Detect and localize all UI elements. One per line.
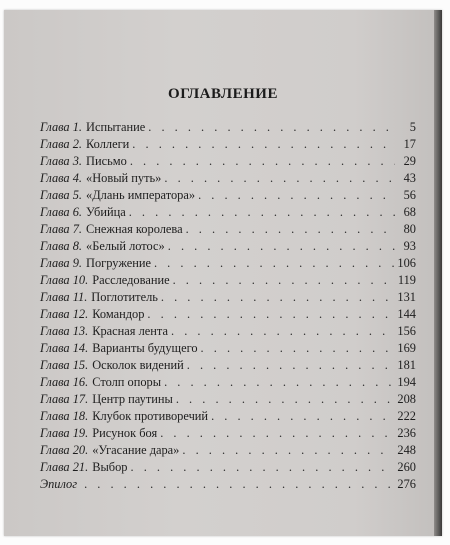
toc-entry-title: Выбор bbox=[92, 460, 128, 474]
toc-entry-title: «Угасание дара» bbox=[92, 443, 180, 457]
toc-entry bbox=[40, 221, 416, 238]
toc-entry-title: «Длань императора» bbox=[86, 188, 196, 202]
toc-entry-label: Глава 3. bbox=[40, 154, 83, 168]
toc-entry-label: Глава 12. bbox=[40, 307, 89, 321]
toc-entry-label: Глава 17. bbox=[40, 392, 89, 406]
dot-leader bbox=[154, 255, 394, 272]
toc-entry bbox=[40, 340, 416, 357]
dot-leader bbox=[84, 476, 394, 493]
toc-entry-label: Глава 20. bbox=[40, 443, 89, 457]
toc-entry bbox=[40, 425, 416, 442]
toc-entry-page-number: 43 bbox=[403, 171, 416, 185]
dot-leader bbox=[164, 374, 394, 391]
toc-entry-title: Расследование bbox=[92, 273, 170, 287]
dot-leader bbox=[132, 136, 395, 153]
toc-entry bbox=[40, 153, 416, 170]
toc-entry-label: Глава 6. bbox=[40, 205, 83, 219]
toc-entry bbox=[40, 119, 416, 136]
toc-entry-title: Погружение bbox=[86, 256, 151, 270]
toc-entry-title: Испытание bbox=[86, 120, 146, 134]
toc-entry bbox=[40, 323, 416, 340]
dot-leader bbox=[130, 153, 395, 170]
toc-entry-label: Глава 10. bbox=[40, 273, 89, 287]
toc-entry-label: Глава 18. bbox=[40, 409, 89, 423]
toc-entry-page-number: 144 bbox=[397, 307, 416, 321]
dot-leader bbox=[211, 408, 394, 425]
toc-entry-page-number: 236 bbox=[397, 426, 416, 440]
table-of-contents bbox=[40, 119, 416, 493]
toc-entry-title: Рисунок боя bbox=[92, 426, 158, 440]
dot-leader bbox=[147, 306, 394, 323]
toc-entry bbox=[40, 476, 416, 493]
toc-entry-label: Глава 1. bbox=[40, 120, 83, 134]
toc-entry-page-number: 169 bbox=[397, 341, 416, 355]
dot-leader bbox=[131, 459, 395, 476]
toc-entry-title: Центр паутины bbox=[92, 392, 173, 406]
toc-entry-title: Письмо bbox=[86, 154, 127, 168]
toc-entry-label: Глава 5. bbox=[40, 188, 83, 202]
toc-entry bbox=[40, 170, 416, 187]
toc-entry-label: Глава 4. bbox=[40, 171, 83, 185]
dot-leader bbox=[173, 272, 395, 289]
toc-entry-title: «Новый путь» bbox=[86, 171, 162, 185]
toc-entry bbox=[40, 272, 416, 289]
dot-leader bbox=[161, 289, 395, 306]
dot-leader bbox=[187, 357, 395, 374]
toc-entry-title: «Белый лотос» bbox=[86, 239, 165, 253]
toc-entry-page-number: 93 bbox=[403, 239, 416, 253]
dot-leader bbox=[176, 391, 395, 408]
toc-entry-label: Глава 15. bbox=[40, 358, 89, 372]
dot-leader bbox=[201, 340, 395, 357]
toc-entry-page-number: 56 bbox=[403, 188, 416, 202]
toc-entry-page-number: 276 bbox=[397, 477, 416, 491]
toc-entry-page-number: 131 bbox=[397, 290, 416, 304]
dot-leader bbox=[148, 119, 395, 136]
toc-entry-title: Столп опоры bbox=[92, 375, 162, 389]
dot-leader bbox=[164, 170, 395, 187]
toc-entry bbox=[40, 459, 416, 476]
toc-entry-title: Поглотитель bbox=[91, 290, 158, 304]
toc-entry-page-number: 208 bbox=[397, 392, 416, 406]
toc-entry bbox=[40, 357, 416, 374]
toc-entry-page-number: 5 bbox=[409, 120, 416, 134]
toc-entry-title: Командор bbox=[92, 307, 145, 321]
dot-leader bbox=[160, 425, 394, 442]
toc-entry-page-number: 119 bbox=[397, 273, 416, 287]
toc-entry-page-number: 181 bbox=[397, 358, 416, 372]
toc-entry-label: Глава 13. bbox=[40, 324, 89, 338]
toc-entry bbox=[40, 442, 416, 459]
toc-entry-title: Убийца bbox=[86, 205, 126, 219]
toc-entry bbox=[40, 374, 416, 391]
toc-entry bbox=[40, 306, 416, 323]
toc-entry-title: Снежная королева bbox=[86, 222, 183, 236]
toc-entry bbox=[40, 136, 416, 153]
toc-entry-title: Клубок противоречий bbox=[92, 409, 209, 423]
toc-entry-page-number: 260 bbox=[397, 460, 416, 474]
toc-entry-label: Глава 9. bbox=[40, 256, 83, 270]
dot-leader bbox=[129, 204, 395, 221]
toc-entry bbox=[40, 204, 416, 221]
dot-leader bbox=[182, 442, 394, 459]
toc-entry-label: Глава 7. bbox=[40, 222, 83, 236]
toc-entry-label: Глава 11. bbox=[40, 290, 88, 304]
toc-entry-label: Эпилог bbox=[40, 477, 78, 491]
toc-entry bbox=[40, 238, 416, 255]
toc-entry-page-number: 106 bbox=[397, 256, 416, 270]
toc-entry-title: Коллеги bbox=[86, 137, 130, 151]
toc-entry-label: Глава 21. bbox=[40, 460, 89, 474]
toc-entry-title: Красная лента bbox=[92, 324, 168, 338]
page-spine-shadow bbox=[434, 10, 442, 536]
toc-entry-page-number: 68 bbox=[403, 205, 416, 219]
toc-entry-page-number: 222 bbox=[397, 409, 416, 423]
toc-entry-title: Осколок видений bbox=[92, 358, 184, 372]
toc-entry-label: Глава 19. bbox=[40, 426, 89, 440]
dot-leader bbox=[168, 238, 395, 255]
toc-entry-title: Варианты будущего bbox=[92, 341, 198, 355]
toc-entry-label: Глава 8. bbox=[40, 239, 83, 253]
book-page bbox=[4, 10, 442, 536]
toc-entry-page-number: 17 bbox=[403, 137, 416, 151]
toc-entry-page-number: 29 bbox=[403, 154, 416, 168]
dot-leader bbox=[171, 323, 394, 340]
toc-entry bbox=[40, 187, 416, 204]
toc-entry-label: Глава 16. bbox=[40, 375, 89, 389]
toc-entry-label: Глава 14. bbox=[40, 341, 89, 355]
toc-entry-label: Глава 2. bbox=[40, 137, 83, 151]
toc-entry bbox=[40, 408, 416, 425]
toc-entry bbox=[40, 289, 416, 306]
toc-entry-page-number: 80 bbox=[403, 222, 416, 236]
page-title: ОГЛАВЛЕНИЕ bbox=[168, 86, 278, 102]
dot-leader bbox=[198, 187, 395, 204]
toc-entry-page-number: 248 bbox=[397, 443, 416, 457]
toc-entry-page-number: 156 bbox=[397, 324, 416, 338]
toc-entry bbox=[40, 391, 416, 408]
toc-entry bbox=[40, 255, 416, 272]
toc-entry-page-number: 194 bbox=[397, 375, 416, 389]
dot-leader bbox=[186, 221, 395, 238]
